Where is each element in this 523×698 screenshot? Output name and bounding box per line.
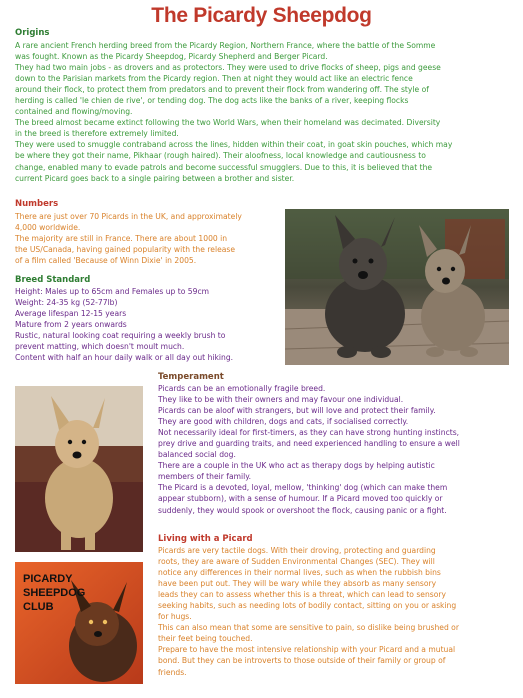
- living-line: notice any differences in their normal lives, such as when the rubbish bins: [158, 568, 441, 578]
- living-line: roots, they are aware of Sudden Environmental Changes (SEC). They will: [158, 557, 435, 567]
- temperament-line: suddenly, they would spook or overshoot the flock, causing panic or a fight.: [158, 505, 447, 515]
- club-logo-artwork: [15, 562, 143, 684]
- temperament-line: Not necessarily ideal for first-timers, as they can have strong hunting instincts,: [158, 428, 460, 438]
- origins-line: change, enabled many to evade patrols and become successful smugglers. Due to this, it is believed that the: [15, 162, 433, 172]
- sitting-dog-photo: [15, 386, 143, 552]
- sitting-dog-illustration: [15, 386, 143, 552]
- living-line: their feet being touched.: [158, 634, 253, 644]
- origins-line: current Picard goes back to a single pairing between a brother and sister.: [15, 173, 295, 183]
- club-logo: [15, 562, 143, 684]
- temperament-heading: Temperament: [158, 372, 224, 382]
- living-line: This can also mean that some are sensitive to pain, so dislike being brushed or: [158, 623, 459, 633]
- living-line: have been put out. They will be wary while they absorb as many sensory: [158, 579, 437, 589]
- breed-standard-line: Rustic, natural looking coat requiring a weekly brush to: [15, 331, 226, 341]
- living-line: bond. But they can be introverts to those outside of their family or group of: [158, 656, 446, 666]
- temperament-line: Picards can be an emotionally fragile breed.: [158, 384, 326, 393]
- origins-line: was fought. Known as the Picardy Sheepdog, Picardy Shepherd and Berger Picard.: [15, 52, 328, 62]
- origins-text: [15, 40, 515, 184]
- living-line: Prepare to have the most intensive relationship with your Picard and a mutual: [158, 645, 456, 655]
- page-title: The Picardy Sheepdog: [151, 4, 372, 27]
- temperament-line: Picards can be aloof with strangers, but will love and protect their family.: [158, 406, 436, 416]
- origins-line: around their flock, to protect them from predators and to prevent their flock from wandering off. The style of: [15, 85, 429, 95]
- breed-standard-line: prevent matting, which doesn't moult much.: [15, 342, 185, 352]
- living-heading: Living with a Picard: [158, 534, 253, 544]
- numbers-text: [15, 211, 280, 266]
- temperament-line: balanced social dog.: [158, 450, 236, 460]
- origins-line: be where they got their name, Pikhaar (rough haired). Their aloofness, local knowledge and cautiousness to: [15, 151, 426, 161]
- origins-line: contained and flowing/moving.: [15, 107, 133, 117]
- svg-text:SHEEPDOG: SHEEPDOG: [23, 587, 86, 599]
- breed-standard-line: Content with half an hour daily walk or all day out hiking.: [15, 353, 234, 363]
- temperament-text: [158, 383, 518, 516]
- breed-standard-line: Average lifespan 12-15 years: [15, 309, 127, 319]
- origins-line: down to the Parisian markets from the Picardy region. Then at night they would act like an electric fence: [15, 74, 413, 84]
- origins-heading: Origins: [15, 28, 50, 38]
- numbers-line: 4,000 worldwide.: [15, 223, 81, 233]
- breed-standard-line: Weight: 24-35 kg (52-77lb): [15, 298, 118, 308]
- temperament-line: They are good with children, dogs and cats, if socialised correctly.: [158, 417, 409, 427]
- svg-text:PICARDY: PICARDY: [23, 573, 73, 585]
- living-line: seeking habits, such as needing lots of bodily contact, sitting on you or asking: [158, 601, 457, 611]
- svg-text:CLUB: CLUB: [23, 601, 54, 613]
- origins-line: They had two main jobs - as drovers and as protectors. They were used to drive flocks of sheep, pigs and geese: [15, 63, 441, 73]
- living-line: Picards are very tactile dogs. With their droving, protecting and guarding: [158, 546, 436, 555]
- numbers-line: The majority are still in France. There are about 1000 in: [15, 234, 228, 244]
- breed-standard-line: Height: Males up to 65cm and Females up to 59cm: [15, 287, 210, 296]
- breed-standard-text: [15, 286, 285, 363]
- two-dogs-photo: [285, 209, 509, 365]
- origins-line: herding is called 'le chien de rive', or tending dog. The dog acts like the banks of a river, keeping flocks: [15, 96, 409, 106]
- temperament-line: They like to be with their owners and may favour one individual.: [158, 395, 404, 405]
- numbers-line: There are just over 70 Picards in the UK, and approximately: [15, 212, 242, 221]
- temperament-line: There are a couple in the UK who act as therapy dogs by helping autistic: [158, 461, 435, 471]
- breed-standard-heading: Breed Standard: [15, 275, 91, 285]
- living-line: friends.: [158, 667, 187, 677]
- numbers-line: of a film called 'Because of Winn Dixie' in 2005.: [15, 256, 197, 266]
- living-text: [158, 545, 518, 678]
- temperament-line: prey drive and guarding traits, and need experienced handling to ensure a well: [158, 439, 460, 449]
- breed-standard-line: Mature from 2 years onwards: [15, 320, 127, 330]
- numbers-heading: Numbers: [15, 199, 59, 209]
- temperament-line: The Picard is a devoted, loyal, mellow, 'thinking' dog (which can make them: [158, 483, 448, 493]
- numbers-line: the US/Canada, having gained popularity with the release: [15, 245, 236, 255]
- living-line: for hugs.: [158, 612, 192, 622]
- two-dogs-illustration: [285, 209, 509, 365]
- living-line: leads they can to assess whether this is a threat, which can lead to sensory: [158, 590, 446, 600]
- origins-line: The breed almost became extinct following the two World Wars, when their homeland was decimated. Diversity: [15, 118, 441, 128]
- origins-line: in the breed is therefore extremely limited.: [15, 129, 179, 139]
- temperament-line: members of their family.: [158, 472, 252, 482]
- origins-line: A rare ancient French herding breed from the Picardy Region, Northern France, where the battle of the Somme: [15, 41, 436, 50]
- temperament-line: appear stubborn), with a sense of humour. If a Picard moved too quickly or: [158, 494, 443, 504]
- origins-line: They were used to smuggle contraband across the lines, hidden within their coat, in goat skin pouches, which may: [15, 140, 453, 150]
